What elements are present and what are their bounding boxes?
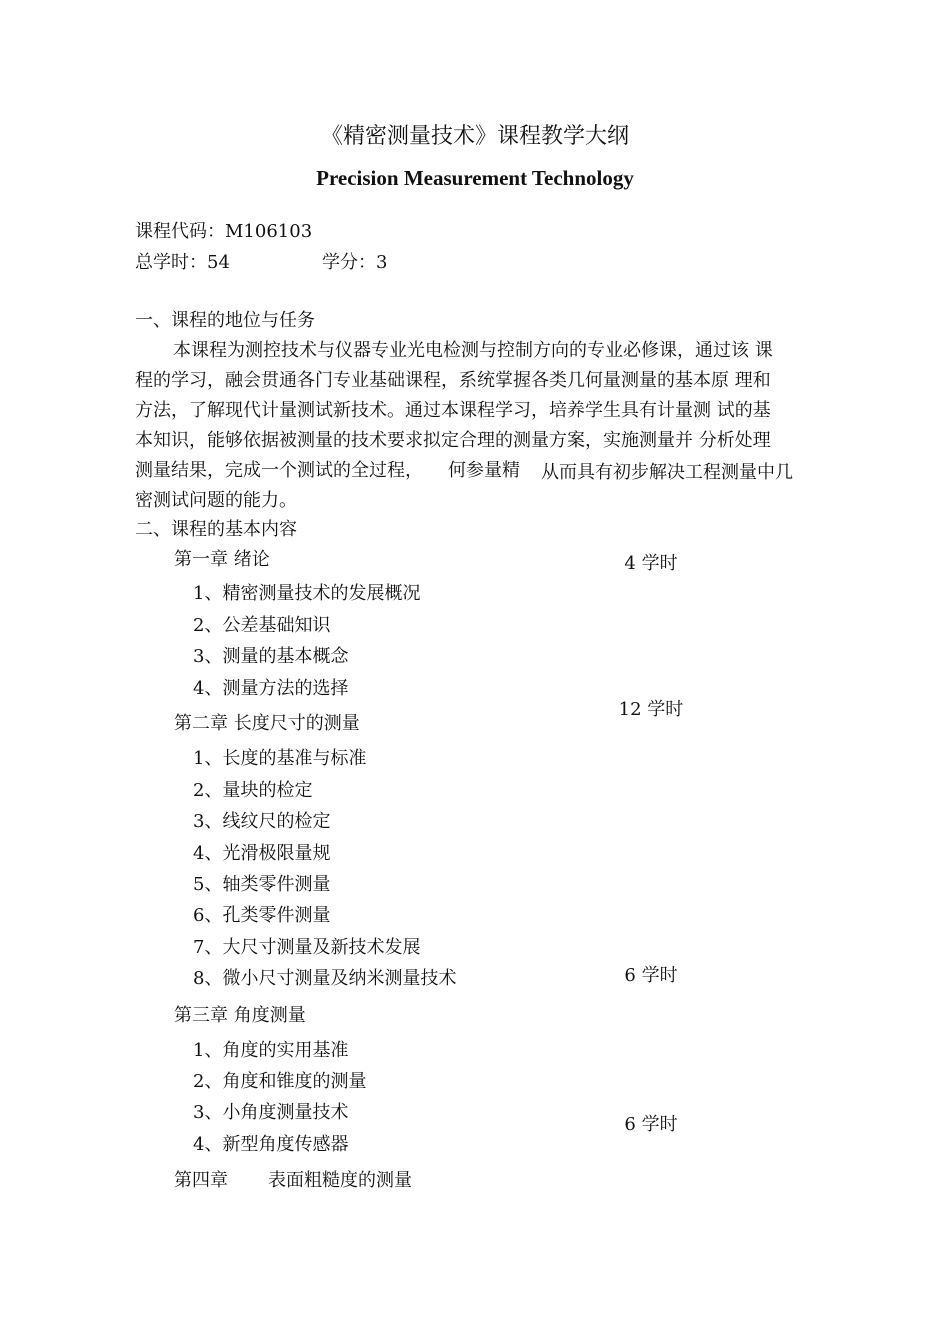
- list-item: 2、公差基础知识: [193, 615, 331, 636]
- chapter-hours: 6 学时: [624, 1114, 678, 1135]
- section-heading-1: 一、课程的地位与任务: [135, 310, 315, 331]
- paragraph-line-fragment: 从而具有初步解决工程测量中几: [541, 462, 793, 483]
- paragraph-line: 方法，了解现代计量测试新技术。通过本课程学习，培养学生具有计量测 试的基: [135, 400, 771, 421]
- list-item: 4、光滑极限量规: [193, 843, 331, 864]
- list-item: 6、孔类零件测量: [193, 905, 331, 926]
- section-heading-2: 二、课程的基本内容: [135, 519, 297, 540]
- list-item: 1、长度的基准与标准: [193, 748, 367, 769]
- list-item: 4、测量方法的选择: [193, 678, 349, 699]
- list-item: 2、量块的检定: [193, 780, 313, 801]
- chapter-title: 第四章 表面粗糙度的测量: [174, 1170, 413, 1191]
- paragraph-line: 本课程为测控技术与仪器专业光电检测与控制方向的专业必修课，通过该 课: [173, 340, 773, 361]
- paragraph-line-fragment: 何参量精: [448, 460, 520, 481]
- list-item: 7、大尺寸测量及新技术发展: [193, 937, 421, 958]
- list-item: 8、微小尺寸测量及纳米测量技术: [193, 968, 457, 989]
- total-hours: 总学时：54: [135, 252, 230, 273]
- list-item: 3、测量的基本概念: [193, 646, 349, 667]
- list-item: 1、角度的实用基准: [193, 1040, 349, 1061]
- chapter-title: 第一章 绪论: [174, 549, 270, 570]
- list-item: 5、轴类零件测量: [193, 874, 331, 895]
- list-item: 2、角度和锥度的测量: [193, 1071, 367, 1092]
- list-item: 1、精密测量技术的发展概况: [193, 583, 421, 604]
- list-item: 3、线纹尺的检定: [193, 811, 331, 832]
- course-code: 课程代码：M106103: [135, 221, 313, 242]
- chapter-hours: 12 学时: [618, 699, 684, 720]
- list-item: 3、小角度测量技术: [193, 1102, 349, 1123]
- credits: 学分：3: [322, 252, 388, 273]
- paragraph-line: 测量结果，完成一个测试的全过程，: [135, 460, 423, 481]
- paragraph-line: 密测试问题的能力。: [135, 490, 297, 511]
- paragraph-line: 本知识，能够依据被测量的技术要求拟定合理的测量方案，实施测量并 分析处理: [135, 430, 771, 451]
- page-subtitle-english: Precision Measurement Technology: [316, 166, 634, 190]
- chapter-title: 第三章 角度测量: [174, 1005, 306, 1026]
- page-title: 《精密测量技术》课程教学大纲: [320, 124, 629, 149]
- chapter-hours: 4 学时: [624, 553, 678, 574]
- chapter-title: 第二章 长度尺寸的测量: [174, 713, 360, 734]
- paragraph-line: 程的学习，融会贯通各门专业基础课程，系统掌握各类几何量测量的基本原 理和: [135, 370, 771, 391]
- chapter-hours: 6 学时: [624, 965, 678, 986]
- list-item: 4、新型角度传感器: [193, 1134, 349, 1155]
